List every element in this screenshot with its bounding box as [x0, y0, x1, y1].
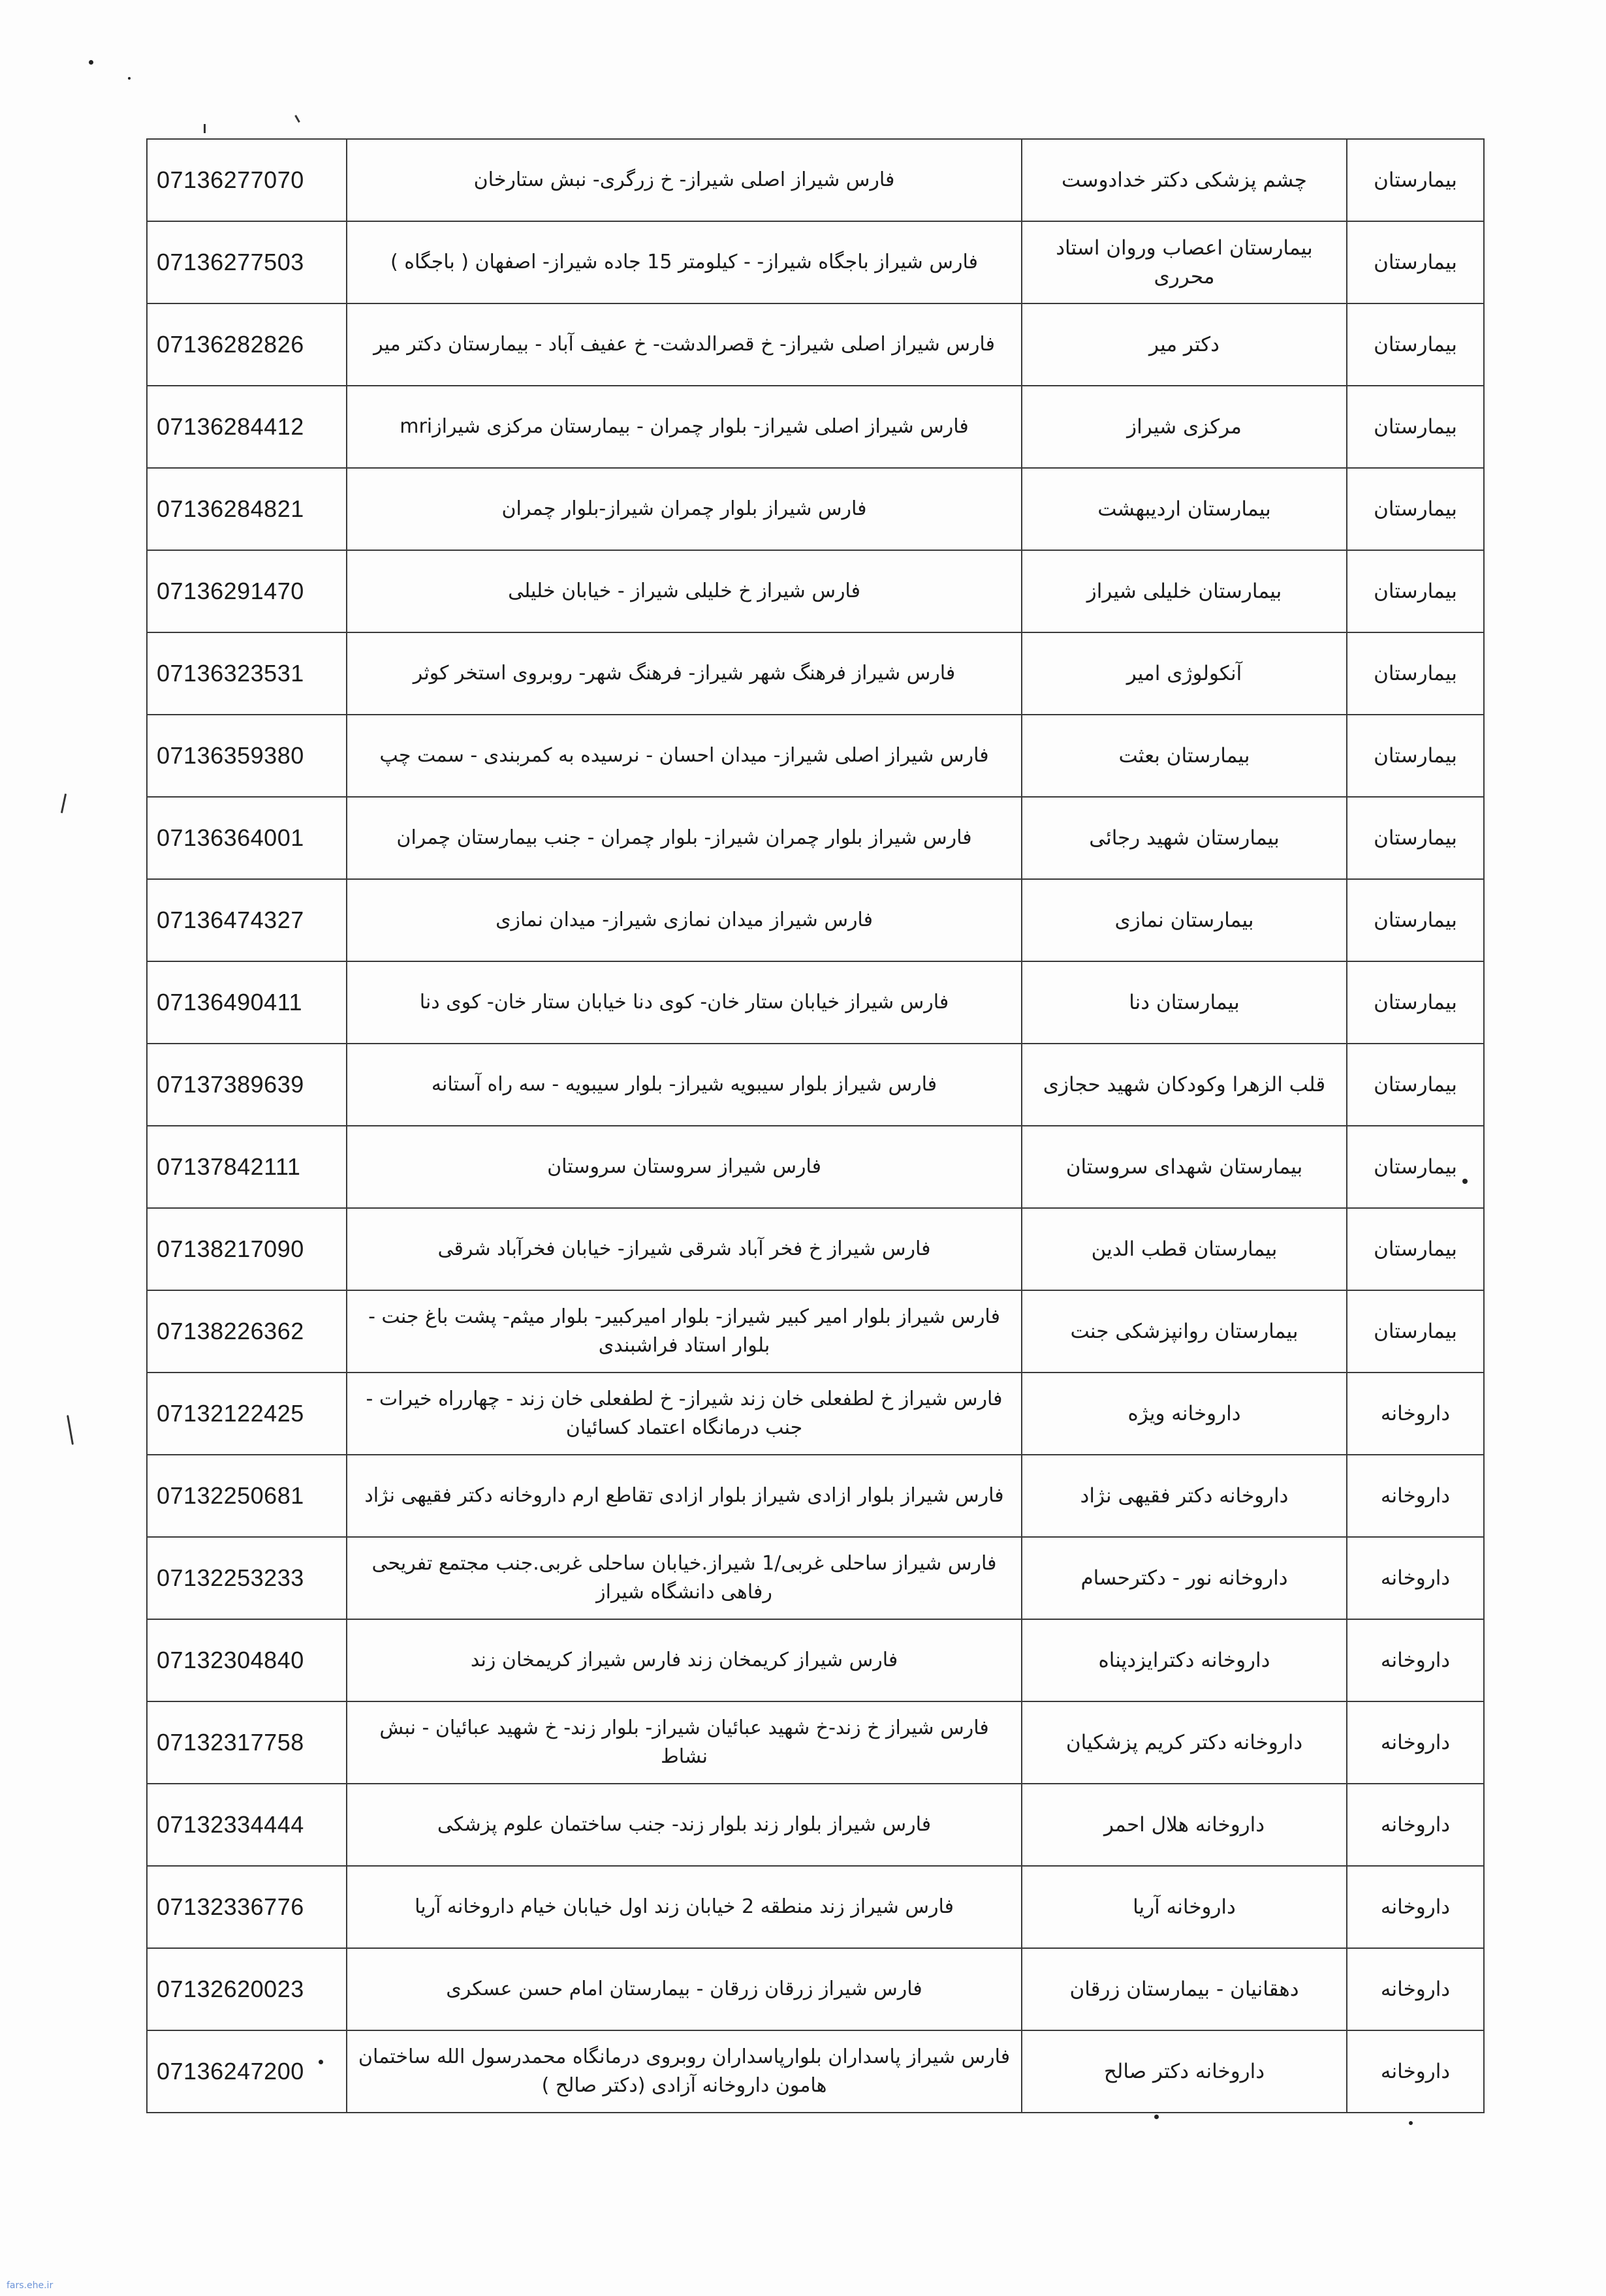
address-cell: فارس شیراز باجگاه شیراز- - کیلومتر 15 جاده شیراز- اصفهان ( باجگاه ): [347, 221, 1022, 303]
address-cell: فارس شیراز بلوار سیبویه شیراز- بلوار سیبویه - سه راه آستانه: [347, 1044, 1022, 1126]
table-row: [147, 1455, 1484, 1537]
table-row: [147, 1208, 1484, 1290]
scan-mark: [204, 124, 206, 133]
table-row: [147, 1290, 1484, 1373]
phone-cell: 07132304840: [147, 1619, 347, 1701]
address-cell: فارس شیراز بلوار امیر کبیر شیراز- بلوار امیرکبیر- بلوار میثم- پشت باغ جنت - بلوار استاد فراشبندی: [347, 1290, 1022, 1373]
phone-cell: 07138217090: [147, 1208, 347, 1290]
facility-name-cell: داروخانه دکترایزدپناه: [1022, 1619, 1347, 1701]
table-row: [147, 303, 1484, 386]
scan-speck: [89, 60, 93, 65]
table-row: [147, 1866, 1484, 1948]
address-cell: فارس شیراز پاسداران بلوارپاسداران روبروی درمانگاه محمدرسول الله ساختمان هامون داروخانه آزادی (دکتر صالح ): [347, 2030, 1022, 2113]
facility-type-cell: بیمارستان: [1347, 386, 1484, 468]
phone-cell: 07136291470: [147, 550, 347, 632]
facility-name-cell: داروخانه آریا: [1022, 1866, 1347, 1948]
facility-type-cell: بیمارستان: [1347, 879, 1484, 961]
phone-cell: 07136490411: [147, 961, 347, 1044]
address-cell: فارس شیراز خیابان ستار خان- کوی دنا خیابان ستار خان- کوی دنا: [347, 961, 1022, 1044]
address-cell: فارس شیراز بلوار چمران شیراز-بلوار چمران: [347, 468, 1022, 550]
address-cell: فارس شیراز خ زند-خ شهید عبائیان شیراز- بلوار زند- خ شهید عبائیان - نبش نشاط: [347, 1701, 1022, 1784]
facility-type-cell: بیمارستان: [1347, 797, 1484, 879]
phone-cell: 07138226362: [147, 1290, 347, 1373]
facility-type-cell: بیمارستان: [1347, 715, 1484, 797]
table-row: [147, 1126, 1484, 1208]
facility-name-cell: بیمارستان اعصاب وروان استاد محرری: [1022, 221, 1347, 303]
facility-name-cell: آنکولوژی امیر: [1022, 632, 1347, 715]
phone-cell: 07136282826: [147, 303, 347, 386]
address-cell: فارس شیراز سروستان سروستان: [347, 1126, 1022, 1208]
table-row: [147, 797, 1484, 879]
phone-cell: 07136359380: [147, 715, 347, 797]
address-cell: فارس شیراز خ لطفعلی خان زند شیراز- خ لطفعلی خان زند - چهارراه خیرات - جنب درمانگاه اعتماد کسائیان: [347, 1373, 1022, 1455]
address-cell: فارس شیراز خ خلیلی شیراز - خیابان خلیلی: [347, 550, 1022, 632]
table-row: [147, 961, 1484, 1044]
phone-cell: 07137389639: [147, 1044, 347, 1126]
address-cell: فارس شیراز زند منطقه 2 خیابان زند اول خیابان خیام داروخانه آریا: [347, 1866, 1022, 1948]
table-row: [147, 1373, 1484, 1455]
facility-type-cell: بیمارستان: [1347, 632, 1484, 715]
table-row: [147, 221, 1484, 303]
phone-cell: 07132250681: [147, 1455, 347, 1537]
facility-type-cell: داروخانه: [1347, 1784, 1484, 1866]
facility-type-cell: بیمارستان: [1347, 1126, 1484, 1208]
scan-mark: [294, 115, 300, 123]
facility-type-cell: بیمارستان: [1347, 221, 1484, 303]
address-cell: فارس شیراز کریمخان زند فارس شیراز کریمخان زند: [347, 1619, 1022, 1701]
scan-speck: [128, 77, 131, 80]
table-row: [147, 879, 1484, 961]
address-cell: فارس شیراز خ فخر آباد شرقی شیراز- خیابان فخرآباد شرقی: [347, 1208, 1022, 1290]
facility-name-cell: چشم پزشکی دکتر خدادوست: [1022, 139, 1347, 221]
address-cell: فارس شیراز اصلی شیراز- خ قصرالدشت- خ عفیف آباد - بیمارستان دکتر میر: [347, 303, 1022, 386]
address-cell: فارس شیراز فرهنگ شهر شیراز- فرهنگ شهر- روبروی استخر کوثر: [347, 632, 1022, 715]
facility-name-cell: داروخانه دکتر کریم پزشکیان: [1022, 1701, 1347, 1784]
facility-type-cell: داروخانه: [1347, 1701, 1484, 1784]
facility-type-cell: بیمارستان: [1347, 303, 1484, 386]
address-cell: فارس شیراز زرقان زرقان - بیمارستان امام حسن عسکری: [347, 1948, 1022, 2030]
phone-cell: 07136323531: [147, 632, 347, 715]
scan-speck: [1154, 2115, 1159, 2119]
table-row: [147, 550, 1484, 632]
phone-cell: 07132334444: [147, 1784, 347, 1866]
facility-type-cell: داروخانه: [1347, 2030, 1484, 2113]
table-row: [147, 1537, 1484, 1619]
table-row: [147, 139, 1484, 221]
phone-cell: 07132620023: [147, 1948, 347, 2030]
facility-name-cell: داروخانه دکتر صالح: [1022, 2030, 1347, 2113]
table-row: [147, 2030, 1484, 2113]
facility-type-cell: داروخانه: [1347, 1948, 1484, 2030]
address-cell: فارس شیراز بلوار چمران شیراز- بلوار چمران - جنب بیمارستان چمران: [347, 797, 1022, 879]
address-cell: فارس شیراز ساحلی غربی/1 شیراز.خیابان ساحلی غربی.جنب مجتمع تفریحی رفاهی دانشگاه شیراز: [347, 1537, 1022, 1619]
phone-cell: 07136277070: [147, 139, 347, 221]
facility-name-cell: دهقانیان - بیمارستان زرقان: [1022, 1948, 1347, 2030]
directory-table-container: [146, 138, 1457, 2113]
scan-mark: [67, 1415, 74, 1445]
facility-name-cell: بیمارستان شهدای سروستان: [1022, 1126, 1347, 1208]
table-row: [147, 1701, 1484, 1784]
facility-type-cell: بیمارستان: [1347, 961, 1484, 1044]
phone-cell: 07136364001: [147, 797, 347, 879]
phone-cell: 07136474327: [147, 879, 347, 961]
scan-speck: [1409, 2121, 1413, 2125]
directory-table-body: [147, 139, 1484, 2113]
phone-cell: 07136277503: [147, 221, 347, 303]
facility-type-cell: داروخانه: [1347, 1866, 1484, 1948]
facility-name-cell: بیمارستان نمازی: [1022, 879, 1347, 961]
facility-name-cell: دکتر میر: [1022, 303, 1347, 386]
facility-name-cell: داروخانه دکتر فقیهی نژاد: [1022, 1455, 1347, 1537]
table-row: [147, 1948, 1484, 2030]
directory-table: [146, 138, 1485, 2113]
facility-type-cell: بیمارستان: [1347, 1290, 1484, 1373]
facility-type-cell: داروخانه: [1347, 1537, 1484, 1619]
facility-type-cell: بیمارستان: [1347, 1208, 1484, 1290]
table-row: [147, 632, 1484, 715]
facility-type-cell: بیمارستان: [1347, 468, 1484, 550]
table-row: [147, 1619, 1484, 1701]
address-cell: فارس شیراز اصلی شیراز- بلوار چمران - بیمارستان مرکزی شیرازmri: [347, 386, 1022, 468]
phone-cell: 07136284412: [147, 386, 347, 468]
address-cell: فارس شیراز بلوار ازادی شیراز بلوار ازادی تقاطع ارم داروخانه دکتر فقیهی نژاد: [347, 1455, 1022, 1537]
facility-name-cell: بیمارستان دنا: [1022, 961, 1347, 1044]
scan-mark: [61, 794, 67, 813]
facility-name-cell: داروخانه ویژه: [1022, 1373, 1347, 1455]
address-cell: فارس شیراز میدان نمازی شیراز- میدان نمازی: [347, 879, 1022, 961]
facility-name-cell: داروخانه هلال احمر: [1022, 1784, 1347, 1866]
facility-name-cell: بیمارستان قطب الدین: [1022, 1208, 1347, 1290]
facility-name-cell: داروخانه نور - دکترحسام: [1022, 1537, 1347, 1619]
phone-cell: 07132253233: [147, 1537, 347, 1619]
table-row: [147, 386, 1484, 468]
address-cell: فارس شیراز اصلی شیراز- میدان احسان - نرسیده به کمربندی - سمت چپ: [347, 715, 1022, 797]
facility-type-cell: بیمارستان: [1347, 1044, 1484, 1126]
facility-type-cell: داروخانه: [1347, 1373, 1484, 1455]
facility-name-cell: مرکزی شیراز: [1022, 386, 1347, 468]
phone-cell: 07132122425: [147, 1373, 347, 1455]
facility-name-cell: قلب الزهرا وکودکان شهید حجازی: [1022, 1044, 1347, 1126]
table-row: [147, 1784, 1484, 1866]
facility-type-cell: بیمارستان: [1347, 139, 1484, 221]
watermark: fars.ehe.ir: [7, 2280, 54, 2291]
address-cell: فارس شیراز اصلی شیراز- خ زرگری- نبش ستارخان: [347, 139, 1022, 221]
phone-cell: 07132336776: [147, 1866, 347, 1948]
table-row: [147, 468, 1484, 550]
facility-name-cell: بیمارستان بعثت: [1022, 715, 1347, 797]
facility-type-cell: داروخانه: [1347, 1455, 1484, 1537]
facility-name-cell: بیمارستان روانپزشکی جنت: [1022, 1290, 1347, 1373]
phone-cell: 07137842111: [147, 1126, 347, 1208]
table-row: [147, 1044, 1484, 1126]
phone-cell: 07132317758: [147, 1701, 347, 1784]
facility-name-cell: بیمارستان خلیلی شیراز: [1022, 550, 1347, 632]
table-row: [147, 715, 1484, 797]
facility-type-cell: داروخانه: [1347, 1619, 1484, 1701]
facility-name-cell: بیمارستان اردیبهشت: [1022, 468, 1347, 550]
facility-name-cell: بیمارستان شهید رجائی: [1022, 797, 1347, 879]
phone-cell: 07136284821: [147, 468, 347, 550]
facility-type-cell: بیمارستان: [1347, 550, 1484, 632]
phone-cell: 07136247200: [147, 2030, 347, 2113]
address-cell: فارس شیراز بلوار زند بلوار زند- جنب ساختمان علوم پزشکی: [347, 1784, 1022, 1866]
